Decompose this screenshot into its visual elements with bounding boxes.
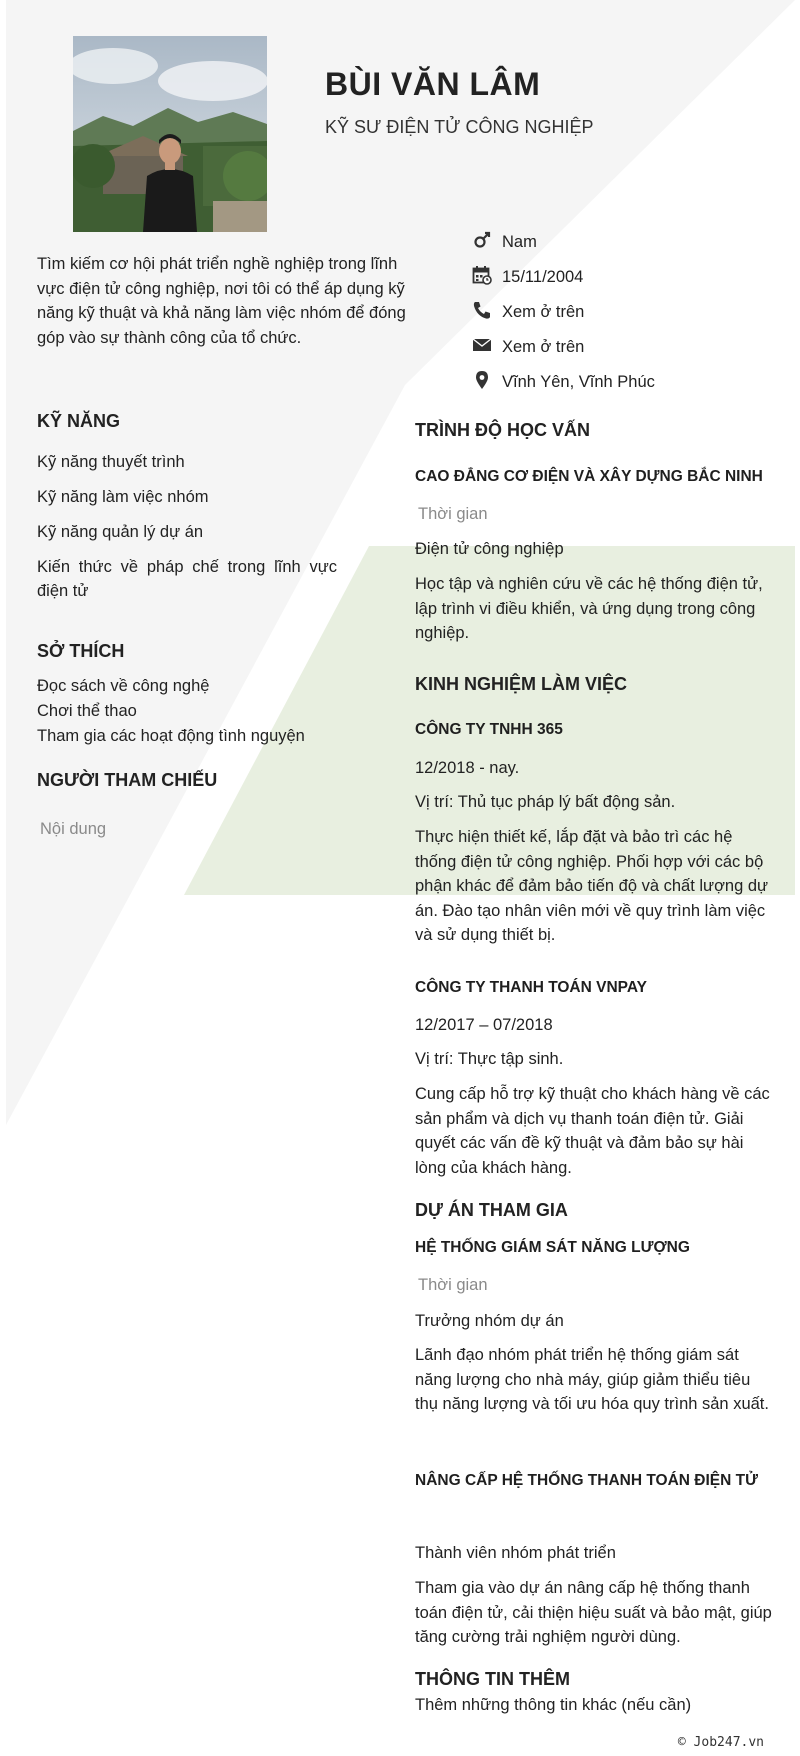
- education-time: Thời gian: [418, 505, 488, 523]
- references-content: Nội dung: [40, 820, 107, 838]
- skill-item: Kiến thức về pháp chế trong lĩnh vực điện tử: [37, 558, 337, 600]
- skills-list: [37, 450, 337, 603]
- education-description: Học tập và nghiên cứu về các hệ thống điện tử, lập trình vi điều khiển, và ứng dụng trong công nghiệp.: [415, 575, 763, 642]
- hobby-item: Tham gia các hoạt động tình nguyện: [37, 727, 305, 745]
- calendar-icon: [472, 265, 492, 285]
- project-description: Lãnh đạo nhóm phát triển hệ thống giám sát năng lượng cho nhà máy, giúp giảm thiểu tiêu thụ năng lượng và tối ưu hóa quy trình sản xuất.: [415, 1346, 769, 1413]
- email-value: Xem ở trên: [502, 338, 585, 356]
- project-name: NÂNG CẤP HỆ THỐNG THANH TOÁN ĐIỆN TỬ: [415, 1472, 758, 1489]
- phone-value: Xem ở trên: [502, 303, 585, 321]
- additional-info-title: THÔNG TIN THÊM: [415, 1669, 570, 1689]
- hobbies-list: [37, 674, 337, 749]
- gender-value: Nam: [502, 233, 537, 251]
- project-time: Thời gian: [418, 1276, 488, 1294]
- references-title: NGƯỜI THAM CHIẾU: [37, 770, 218, 790]
- experience-time: 12/2017 – 07/2018: [415, 1016, 553, 1034]
- experience-description: Thực hiện thiết kế, lắp đặt và bảo trì các hệ thống điện tử công nghiệp. Phối hợp với các bộ phận khác để đảm bảo tiến độ và chất lượng dự án. Đào tạo nhân viên mới về quy trình làm việc và sử dụng thiết bị.: [415, 828, 769, 944]
- additional-info-content: Thêm những thông tin khác (nếu cần): [415, 1696, 692, 1714]
- envelope-icon: [472, 335, 492, 355]
- hobbies-title: SỞ THÍCH: [37, 641, 125, 661]
- experience-position: Vị trí: Thủ tục pháp lý bất động sản.: [415, 793, 676, 811]
- skill-item: Kỹ năng thuyết trình: [37, 453, 185, 471]
- candidate-name: BÙI VĂN LÂM: [325, 66, 541, 102]
- hobby-item: Đọc sách về công nghệ: [37, 677, 210, 695]
- project-role: Thành viên nhóm phát triển: [415, 1544, 616, 1562]
- skill-item: Kỹ năng làm việc nhóm: [37, 488, 209, 506]
- skill-item: Kỹ năng quản lý dự án: [37, 523, 204, 541]
- projects-title: DỰ ÁN THAM GIA: [415, 1200, 568, 1220]
- career-objective: Tìm kiếm cơ hội phát triển nghề nghiệp trong lĩnh vực điện tử công nghiệp, nơi tôi có thể áp dụng kỹ năng kỹ thuật và khả năng làm việc nhóm để đóng góp vào sự thành công của tổ chức.: [37, 255, 406, 347]
- birthday-value: 15/11/2004: [502, 268, 584, 286]
- location-pin-icon: [472, 370, 492, 390]
- experience-description: Cung cấp hỗ trợ kỹ thuật cho khách hàng về các sản phẩm và dịch vụ thanh toán điện tử. Giải quyết các vấn đề kỹ thuật và đảm bảo sự hài lòng của khách hàng.: [415, 1085, 770, 1177]
- hobby-item: Chơi thể thao: [37, 702, 137, 720]
- job-title: KỸ SƯ ĐIỆN TỬ CÔNG NGHIỆP: [325, 117, 594, 137]
- experience-company: CÔNG TY TNHH 365: [415, 721, 563, 738]
- project-description: Tham gia vào dự án nâng cấp hệ thống thanh toán điện tử, cải thiện hiệu suất và bảo mật, giúp tăng cường trải nghiệm người dùng.: [415, 1579, 772, 1646]
- gender-icon: [472, 230, 492, 250]
- education-school: CAO ĐẲNG CƠ ĐIỆN VÀ XÂY DỰNG BẮC NINH: [415, 468, 763, 485]
- education-title: TRÌNH ĐỘ HỌC VẤN: [415, 420, 590, 440]
- footer-credit: © Job247.vn: [677, 1735, 764, 1750]
- skills-title: KỸ NĂNG: [37, 411, 121, 431]
- project-name: HỆ THỐNG GIÁM SÁT NĂNG LƯỢNG: [415, 1239, 690, 1256]
- address-value: Vĩnh Yên, Vĩnh Phúc: [502, 373, 655, 391]
- project-role: Trưởng nhóm dự án: [415, 1312, 564, 1330]
- experience-title: KINH NGHIỆM LÀM VIỆC: [415, 674, 628, 694]
- experience-position: Vị trí: Thực tập sinh.: [415, 1050, 564, 1068]
- experience-company: CÔNG TY THANH TOÁN VNPAY: [415, 979, 647, 996]
- education-major: Điện tử công nghiệp: [415, 540, 564, 558]
- experience-time: 12/2018 - nay.: [415, 759, 520, 777]
- profile-photo: [73, 36, 267, 232]
- phone-icon: [472, 300, 492, 320]
